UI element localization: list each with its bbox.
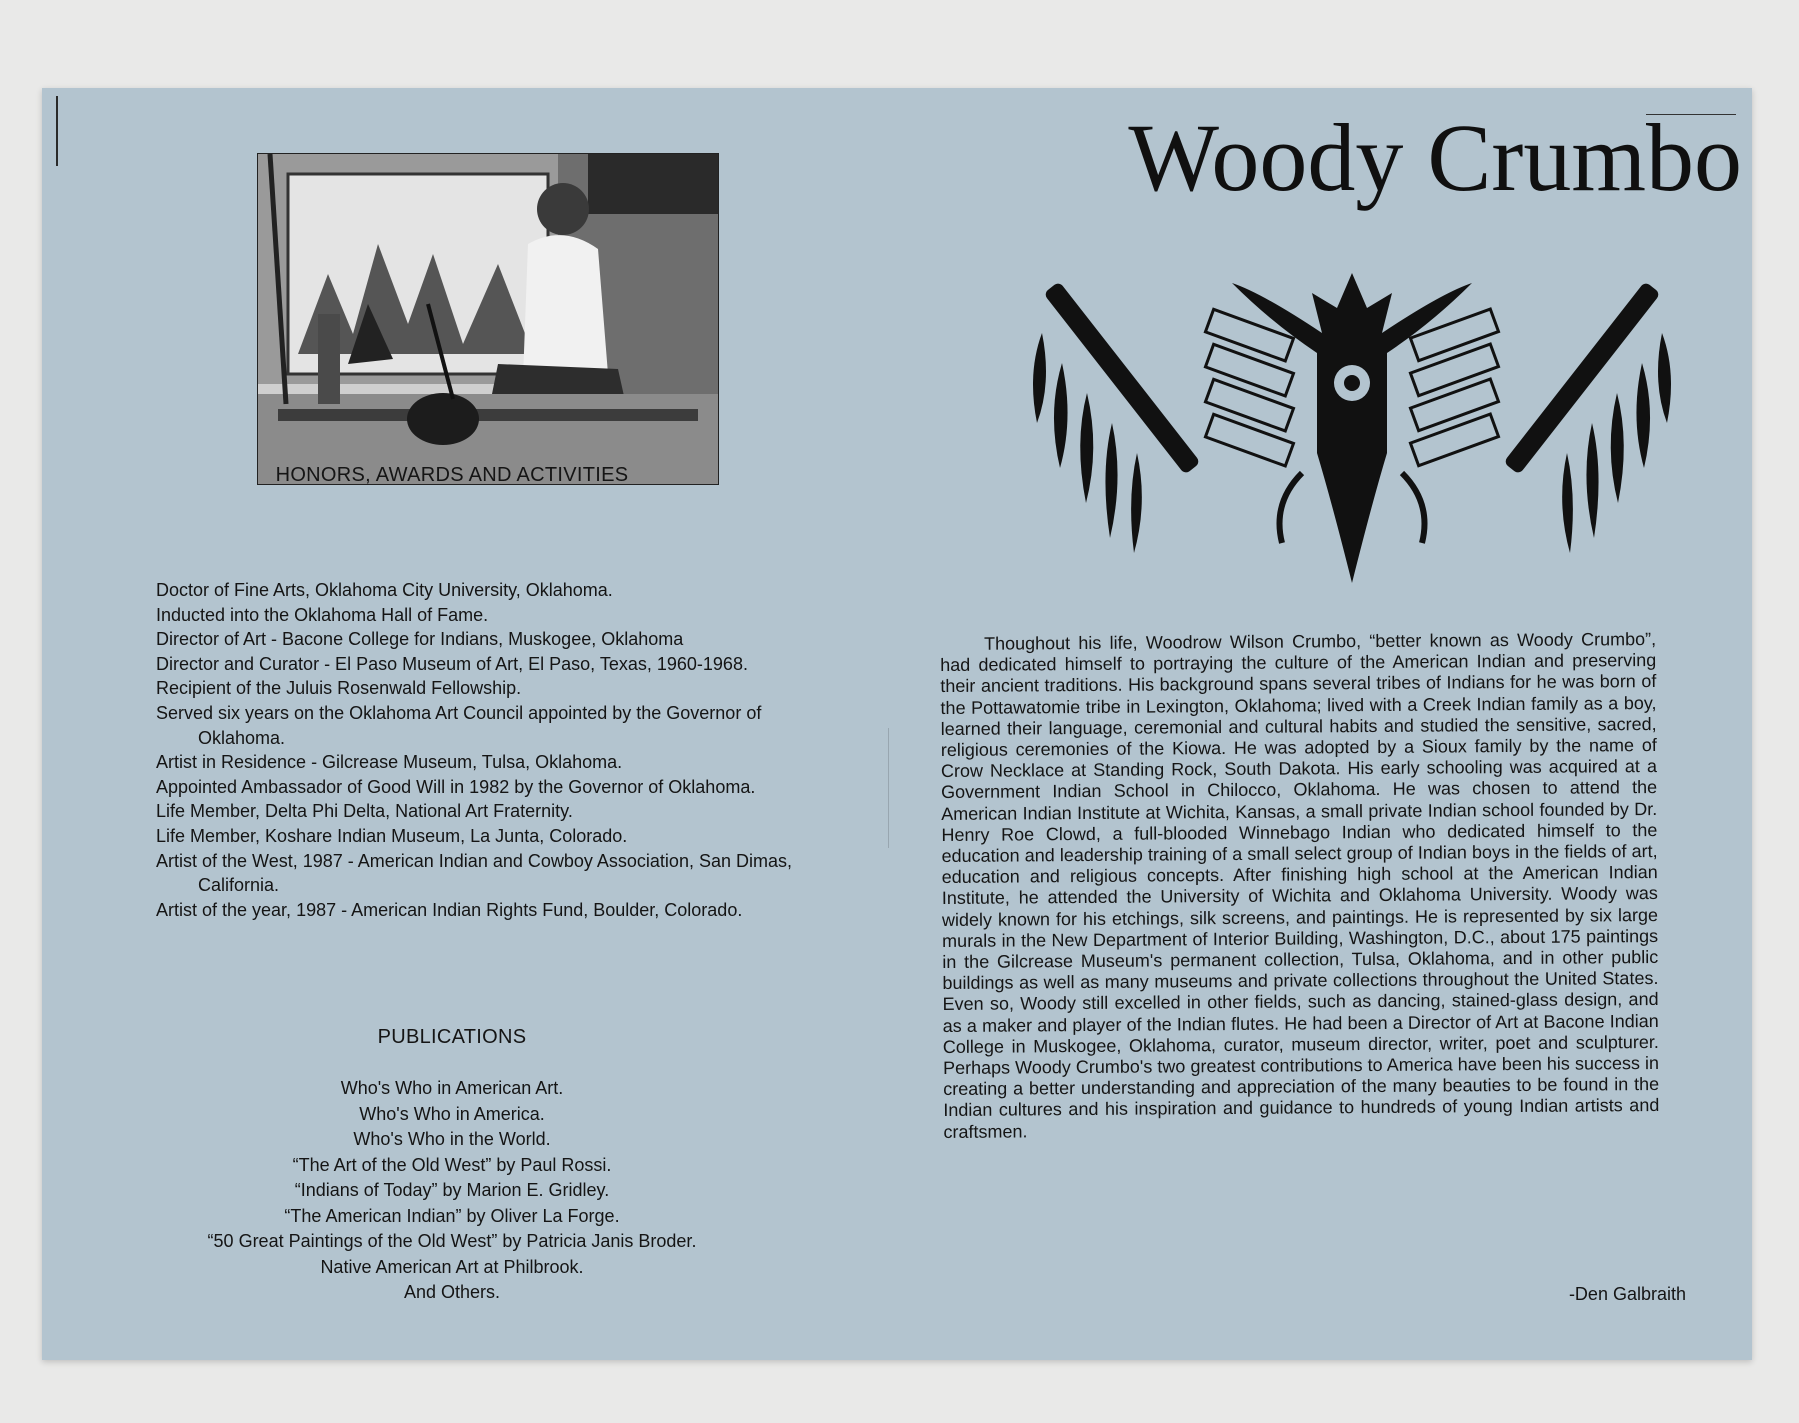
list-item: Who's Who in American Art. bbox=[340, 1078, 564, 1098]
publications-list bbox=[152, 1076, 752, 1306]
list-item: Life Member, Delta Phi Delta, National Art Fraternity. bbox=[156, 801, 573, 822]
biography-paragraph: Thoughout his life, Woodrow Wilson Crumbo, “better known as Woody Crumbo”, had dedicated himself to portraying the culture of the American Indian and preserving their ancient traditions. His background spans several tribes of Indians for he was born of the Pottawatomie tribe in Lexington, Oklahoma; lived with a Creek Indian family as a boy, learned their language, ceremonial and cultural habits and studied the sensitive, sacred, religious ceremonies of the Kiowa. He was adopted by a Sioux family by the name of Crow Necklace at Standing Rock, South Dakota. His early schooling was acquired at a Government Indian School in Chilocco, Oklahoma. He was chosen to attend the American Indian Institute at Wichita, Kansas, a small private Indian school founded by Dr. Henry Roe Clowd, a full-blooded Winnebago Indian who dedicated himself to the education and leadership training of a small select group of Indian boys in the fields of art, education and religious concepts. After finishing high school at the American Indian Institute, he attended the University of Wichita and Oklahoma University. Woody was widely known for his etchings, silk screens, and paintings. He is represented by six large murals in the New Department of Interior Building, Washington, D.C., about 175 paintings in the Gilcrease Museum's permanent collection, Tulsa, Oklahoma, and in other public buildings as well as many museums and private collections throughout the United States. Even so, Woody still excelled in other fields, such as dancing, stained-glass design, and as a maker and player of the Indian flutes. He had been a Director of Art at Bacone Indian College in Muskogee, Oklahoma, curator, museum director, writer, poet and sculpturer. Perhaps Woody Crumbo's two greatest contributions to America have been his success in creating a better understanding and appreciation of the many beauties to be found in the Indian cultures and his inspiration and guidance to hundreds of young Indian artists and craftsmen. bbox=[940, 629, 1660, 1142]
honors-list bbox=[156, 578, 796, 922]
right-feather-staff-icon bbox=[1503, 281, 1671, 553]
list-item: And Others. bbox=[403, 1282, 501, 1302]
list-item: “50 Great Paintings of the Old West” by Patricia Janis Broder. bbox=[207, 1231, 697, 1251]
flyer-page bbox=[42, 88, 1752, 1360]
biography-text bbox=[940, 629, 1660, 1143]
thunderbird-emblem bbox=[1002, 253, 1702, 603]
list-item: Doctor of Fine Arts, Oklahoma City University, Oklahoma. bbox=[156, 580, 613, 600]
list-item: Who's Who in the World. bbox=[353, 1129, 551, 1149]
thunderbird-icon bbox=[1205, 273, 1498, 583]
list-item: Artist in Residence - Gilcrease Museum, Tulsa, Oklahoma. bbox=[156, 752, 623, 773]
list-item: “The American Indian” by Oliver La Forge. bbox=[284, 1205, 620, 1226]
list-item: Director and Curator - El Paso Museum of Art, El Paso, Texas, 1960-1968. bbox=[156, 653, 748, 674]
margin-rule bbox=[56, 96, 58, 166]
list-item: Inducted into the Oklahoma Hall of Fame. bbox=[156, 604, 489, 625]
left-feather-staff-icon bbox=[1033, 281, 1201, 553]
author-signature: -Den Galbraith bbox=[1568, 1284, 1686, 1304]
artist-photo bbox=[257, 153, 719, 485]
list-item: “The Art of the Old West” by Paul Rossi. bbox=[292, 1154, 612, 1175]
list-item: Artist of the West, 1987 - American Indian and Cowboy Association, San Dimas, California. bbox=[156, 850, 792, 896]
list-item: Director of Art - Bacone College for Indians, Muskogee, Oklahoma bbox=[156, 629, 684, 650]
list-item: Life Member, Koshare Indian Museum, La Junta, Colorado. bbox=[156, 825, 628, 846]
publications-heading: PUBLICATIONS bbox=[377, 1026, 527, 1048]
list-item: “Indians of Today” by Marion E. Gridley. bbox=[294, 1180, 610, 1200]
fold-crease bbox=[888, 728, 889, 848]
list-item: Who's Who in America. bbox=[359, 1103, 545, 1124]
page-title: Woody Crumbo bbox=[1128, 104, 1742, 211]
list-item: Artist of the year, 1987 - American Indian Rights Fund, Boulder, Colorado. bbox=[156, 899, 743, 920]
list-item: Served six years on the Oklahoma Art Council appointed by the Governor of Oklahoma. bbox=[156, 702, 762, 748]
list-item: Native American Art at Philbrook. bbox=[320, 1256, 584, 1277]
list-item: Appointed Ambassador of Good Will in 1982 by the Governor of Oklahoma. bbox=[156, 776, 756, 797]
honors-heading: HONORS, AWARDS AND ACTIVITIES bbox=[275, 464, 629, 486]
list-item: Recipient of the Juluis Rosenwald Fellowship. bbox=[156, 678, 522, 699]
